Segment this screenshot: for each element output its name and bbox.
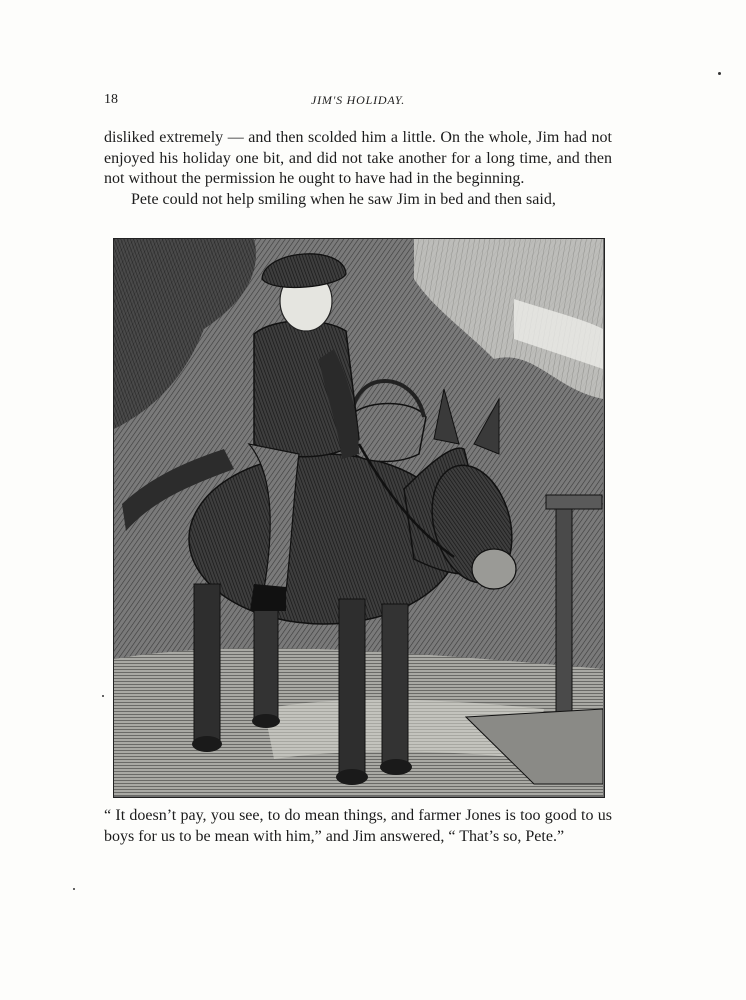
bridge-rail	[546, 495, 602, 509]
donkey-hoof	[380, 759, 412, 775]
boy-on-donkey-engraving	[114, 239, 603, 796]
paper-speck	[73, 888, 75, 890]
running-head	[104, 92, 612, 112]
paragraph: Pete could not help smiling when he saw Jim in bed and then said,	[131, 190, 556, 208]
paper-speck	[102, 695, 104, 697]
donkey-leg-back-left	[194, 584, 220, 744]
engraving-illustration	[113, 238, 605, 798]
body-text-bottom	[104, 806, 612, 847]
body-text-top	[104, 128, 612, 210]
paragraph: “ It doesn’t pay, you see, to do mean things, and farmer Jones is too good to us boys for us to be mean with him,” and Jim answered, “ That’s so, Pete.”	[104, 807, 612, 845]
donkey-hoof	[192, 736, 222, 752]
boy-shoe	[250, 584, 286, 611]
donkey-hoof	[252, 714, 280, 728]
paper-speck	[718, 72, 721, 75]
donkey-hoof	[336, 769, 368, 785]
bridge-post	[556, 499, 572, 714]
paragraph: disliked extremely — and then scolded him a little. On the whole, Jim had not enjoyed his holiday one bit, and did not take another for a long time, and then not without the permission he ought to have had in the beginning.	[104, 129, 612, 187]
running-title: JIM'S HOLIDAY.	[311, 93, 405, 107]
basket	[349, 404, 426, 462]
donkey-muzzle	[472, 549, 516, 589]
page-number: 18	[104, 92, 118, 107]
donkey-leg-front-left	[339, 599, 365, 774]
donkey-leg-front-right	[382, 604, 408, 764]
